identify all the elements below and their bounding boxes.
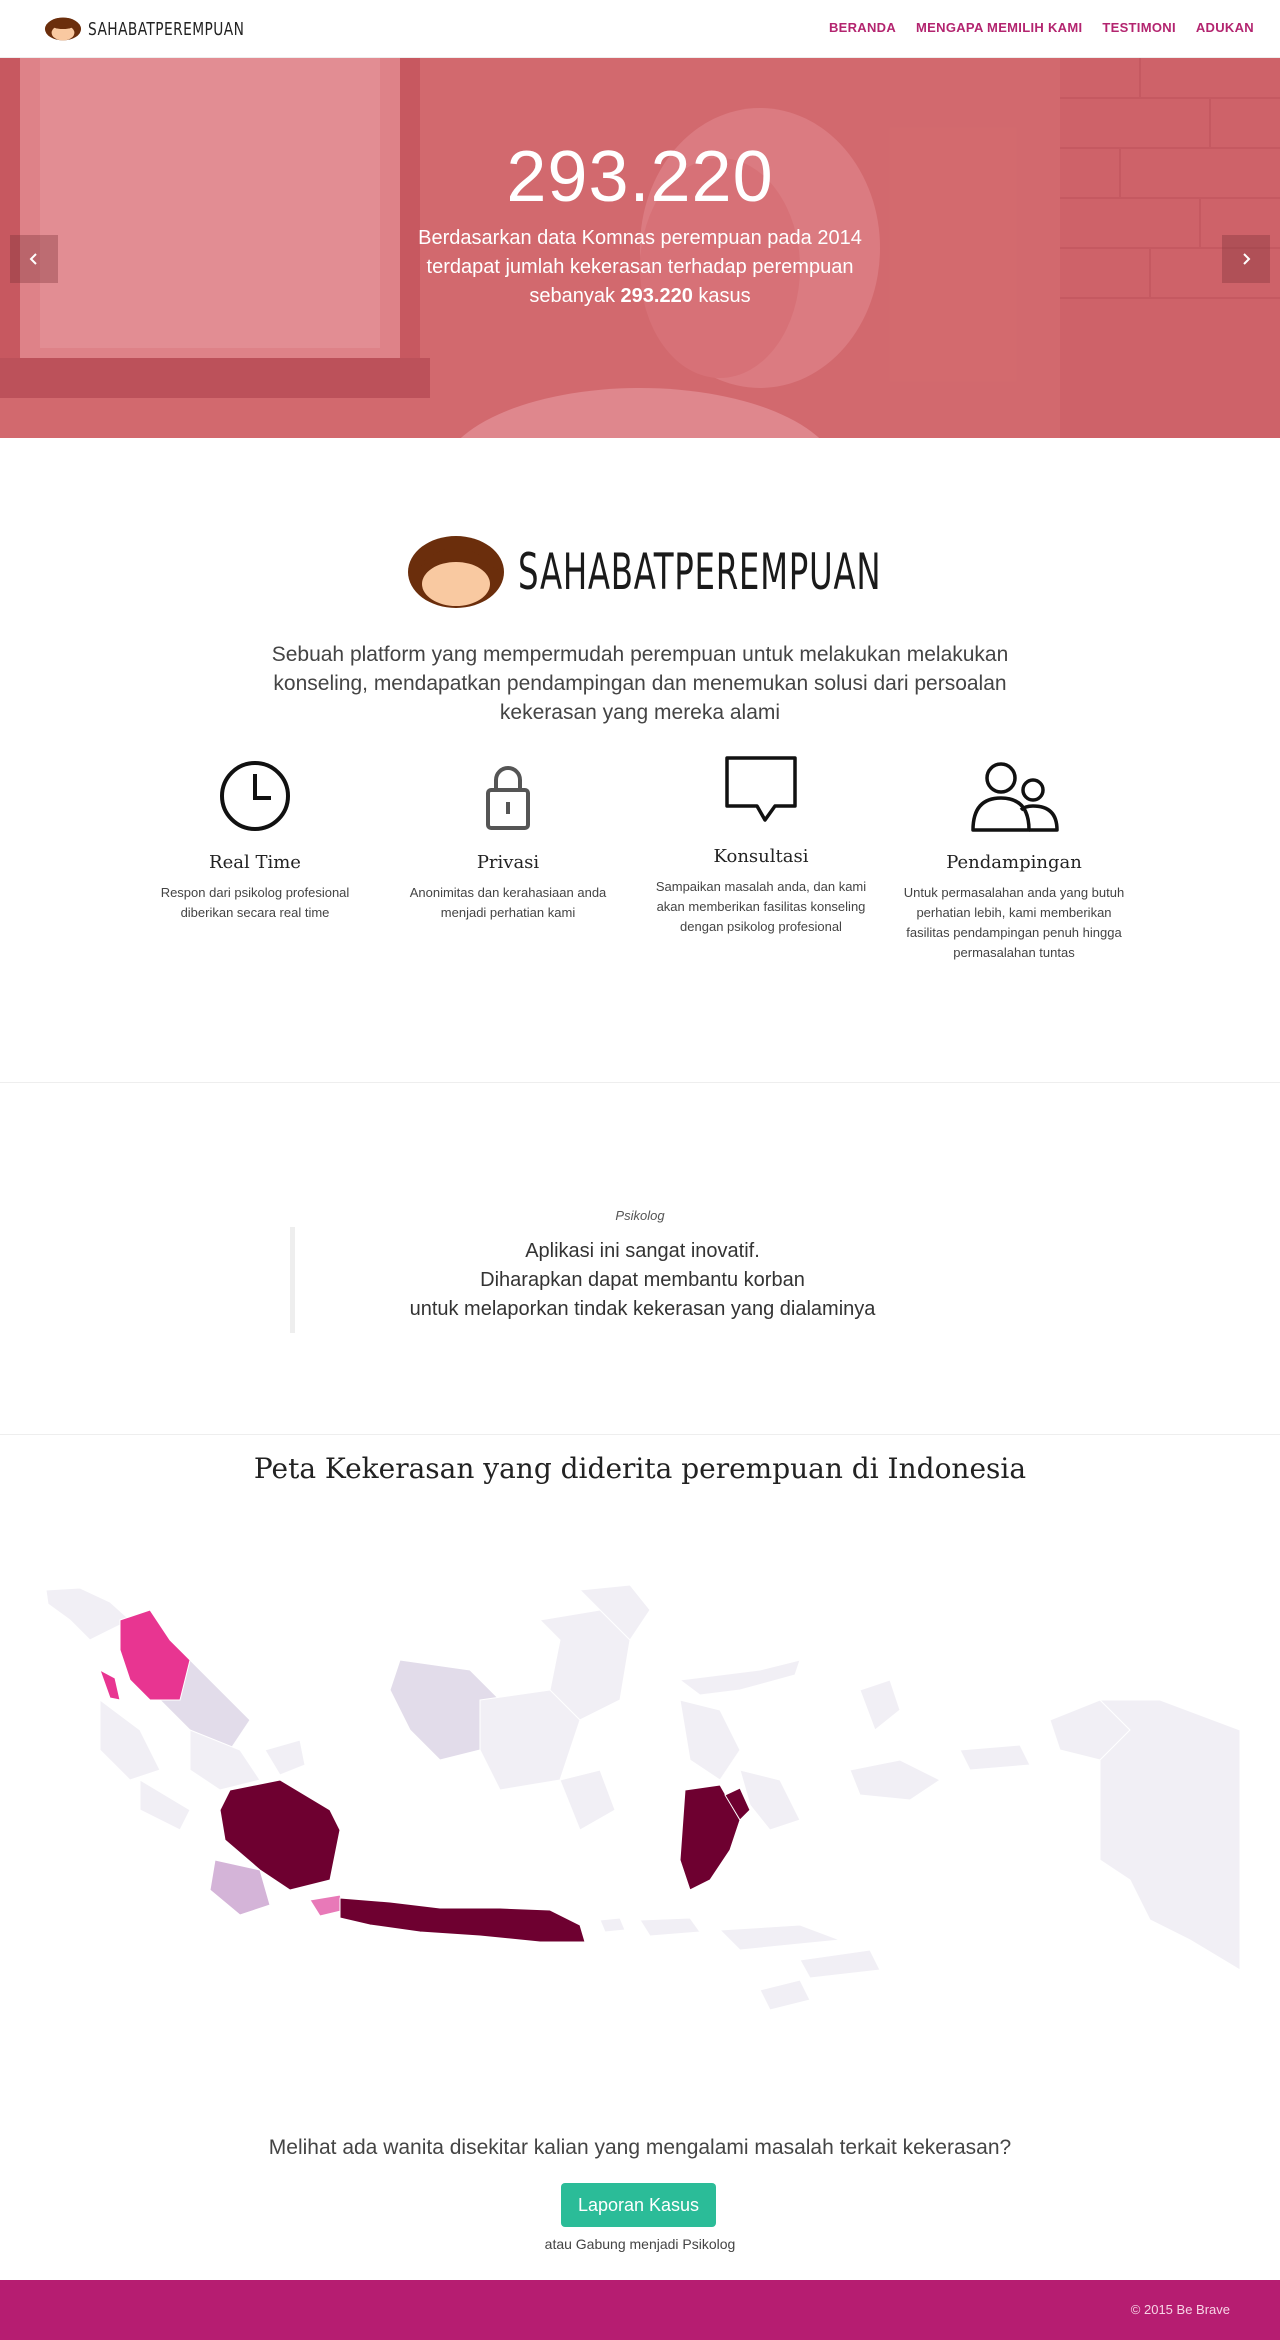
testimonial-role: Psikolog — [615, 1208, 665, 1223]
map-region-timor — [800, 1950, 880, 1978]
chevron-left-icon — [27, 252, 41, 266]
brand-name: SAHABATPEREMPUAN — [88, 18, 245, 40]
testimonial-quote — [290, 1227, 990, 1333]
map-region-southeast-sulawesi — [740, 1770, 800, 1830]
cta-question: Melihat ada wanita disekitar kalian yang mengalami masalah terkait kekerasan? — [268, 2136, 1012, 2159]
feature-description: Untuk permasalahan anda yang butuh perhatian lebih, kami memberikan fasilitas pendampingan penuh hingga permasalahan tuntas — [903, 885, 1125, 960]
hero-caption — [390, 224, 890, 311]
map-region-nias — [100, 1670, 120, 1700]
report-case-button[interactable]: Laporan Kasus — [561, 2183, 716, 2227]
feature-title: Real Time — [209, 852, 301, 873]
feature-konsultasi — [646, 754, 876, 937]
footer-copyright: © 2015 Be Brave — [1130, 2302, 1230, 2317]
carousel-next-button[interactable] — [1222, 235, 1270, 283]
girl-face-logo-icon — [44, 15, 82, 43]
map-region-bangka — [265, 1740, 305, 1775]
map-region-ntt — [720, 1925, 840, 1950]
main-nav — [829, 20, 1254, 35]
map-region-maluku — [850, 1760, 940, 1800]
map-region-north-maluku — [860, 1680, 900, 1730]
section-divider — [0, 1082, 1280, 1083]
hero-caption-suffix: kasus — [692, 285, 751, 307]
map-region-seram — [960, 1745, 1030, 1770]
brand-logo[interactable] — [44, 14, 272, 44]
map-title: Peta Kekerasan yang diderita perempuan di Indonesia — [253, 1452, 1027, 1485]
map-region-ntb — [640, 1918, 700, 1936]
feature-title: Pendampingan — [946, 852, 1082, 873]
navbar — [0, 0, 1280, 58]
map-region-west-sumatra — [100, 1700, 160, 1780]
feature-real-time — [140, 760, 370, 923]
lock-icon — [472, 760, 544, 832]
hero-caption-highlight: 293.220 — [620, 285, 693, 307]
chat-bubble-icon — [725, 754, 797, 826]
carousel-prev-button[interactable] — [10, 235, 58, 283]
map-region-south-kalimantan — [560, 1770, 615, 1830]
clock-icon — [219, 760, 291, 832]
join-psychologist-text — [0, 2236, 1280, 2252]
map-region-central-sulawesi — [680, 1700, 740, 1780]
map-region-north-sumatra — [120, 1610, 190, 1700]
map-region-java — [340, 1898, 585, 1942]
hero-caption-text: Berdasarkan data Komnas perempuan pada 2014 terdapat jumlah kekerasan terhadap perempuan sebanyak — [418, 227, 862, 307]
feature-pendampingan — [899, 760, 1129, 963]
features-section — [140, 760, 1140, 1000]
feature-title: Privasi — [476, 852, 540, 873]
nav-item-adukan[interactable]: ADUKAN — [1195, 20, 1254, 35]
nav-item-beranda[interactable]: BERANDA — [828, 20, 897, 35]
testimonial-line: Diharapkan dapat membantu korban — [480, 1269, 805, 1291]
map-region-bali — [600, 1918, 625, 1932]
map-region-bengkulu — [140, 1780, 190, 1830]
testimonial-line: untuk melaporkan tindak kekerasan yang dialaminya — [409, 1298, 876, 1320]
section-divider — [0, 1434, 1280, 1435]
indonesia-map[interactable] — [40, 1580, 1240, 2030]
footer — [0, 2280, 1280, 2340]
nav-item-mengapa-memilih-kami[interactable]: MENGAPA MEMILIH KAMI — [916, 20, 1083, 35]
girl-face-logo-icon — [406, 534, 506, 610]
indonesia-choropleth-map[interactable] — [40, 1580, 1240, 2030]
users-icon — [969, 760, 1059, 832]
about-description: Sebuah platform yang mempermudah perempuan untuk melakukan melakukan konseling, mendapatkan pendampingan dan menemukan solusi dari persoalan kekerasan yang mereka alami — [271, 643, 1009, 724]
hero-carousel — [0, 58, 1280, 438]
feature-title: Konsultasi — [713, 846, 809, 867]
map-region-aceh-outline — [46, 1588, 130, 1640]
chevron-right-icon — [1239, 252, 1253, 266]
feature-privasi — [393, 760, 623, 923]
join-psychologist-link[interactable]: atau Gabung menjadi Psikolog — [544, 2236, 736, 2252]
testimonial-line: Aplikasi ini sangat inovatif. — [525, 1240, 760, 1262]
about-logo — [406, 534, 1023, 610]
hero-statistic: 293.220 — [506, 137, 774, 217]
feature-description: Sampaikan masalah anda, dan kami akan memberikan fasilitas konseling dengan psikolog profesional — [655, 879, 867, 934]
about-brand-name: SAHABATPEREMPUAN — [518, 543, 882, 601]
feature-description: Respon dari psikolog profesional diberikan secara real time — [160, 885, 350, 920]
map-region-north-sulawesi — [680, 1660, 800, 1695]
map-region-east-islands — [760, 1980, 810, 2010]
feature-description: Anonimitas dan kerahasiaan anda menjadi perhatian kami — [409, 885, 607, 920]
map-region-papua — [1100, 1700, 1240, 1970]
nav-item-testimoni[interactable]: TESTIMONI — [1102, 20, 1176, 35]
